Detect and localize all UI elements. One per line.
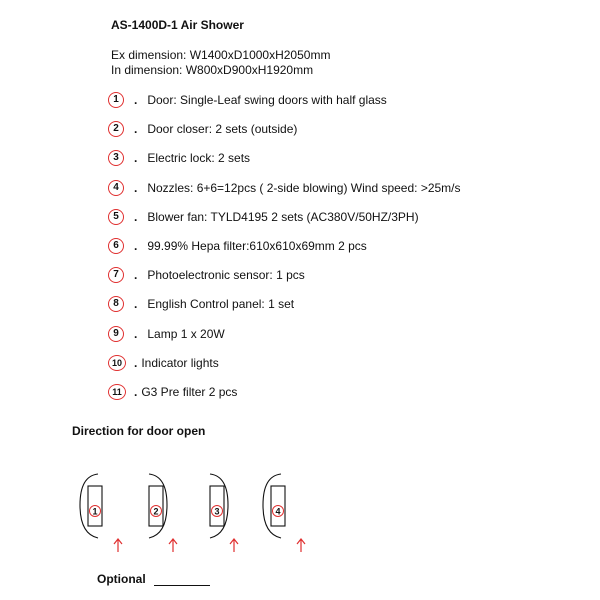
spec-number-circle: 6: [108, 238, 124, 254]
spec-dot: .: [134, 122, 138, 137]
spec-item: [108, 265, 305, 285]
door-diagram: [80, 474, 122, 552]
spec-number-circle: 3: [108, 150, 124, 166]
spec-dot: .: [134, 297, 138, 312]
spec-item: [108, 353, 219, 373]
door-diagram: [149, 474, 177, 552]
spec-item: [108, 148, 250, 168]
spec-text: Lamp 1 x 20W: [147, 326, 225, 341]
spec-dot: .: [134, 385, 138, 399]
spec-text: Nozzles: 6+6=12pcs ( 2-side blowing) Wind speed: >25m/s: [147, 180, 461, 195]
spec-number-circle: 4: [108, 180, 124, 196]
spec-number-circle: 10: [108, 355, 126, 371]
spec-item: [108, 324, 225, 344]
door-diagram: [263, 474, 305, 552]
spec-dot: .: [134, 268, 138, 283]
spec-number-circle: 8: [108, 296, 124, 312]
spec-number-circle: 9: [108, 326, 124, 342]
up-arrow-icon: [297, 539, 305, 552]
spec-item: [108, 90, 387, 110]
spec-dot: .: [134, 93, 138, 107]
spec-item: [108, 178, 461, 198]
up-arrow-icon: [114, 539, 122, 552]
door-number: 4: [275, 506, 281, 517]
spec-text: Photoelectronic sensor: 1 pcs: [147, 268, 305, 283]
spec-item: [108, 119, 297, 139]
spec-dot: .: [134, 180, 138, 195]
spec-text: English Control panel: 1 set: [147, 297, 295, 312]
optional-blank-line: [154, 585, 210, 586]
up-arrow-icon: [230, 539, 238, 552]
ex-dimension: Ex dimension: W1400xD1000xH2050mm: [111, 48, 331, 62]
spec-text: Blower fan: TYLD4195 2 sets (AC380V/50HZ/3PH): [147, 209, 419, 224]
spec-dot: .: [134, 355, 138, 370]
up-arrow-icon: [169, 539, 177, 552]
spec-text: Indicator lights: [141, 355, 219, 370]
door-direction-diagrams: [60, 460, 320, 560]
spec-item: [108, 236, 367, 256]
door-number: 3: [214, 506, 220, 517]
spec-dot: .: [134, 151, 138, 166]
optional-label: Optional: [97, 572, 146, 586]
spec-dot: .: [134, 209, 138, 224]
in-dimension: In dimension: W800xD900xH1920mm: [111, 63, 314, 77]
spec-dot: .: [134, 326, 138, 341]
spec-number-circle: 11: [108, 384, 126, 400]
spec-item: [108, 207, 419, 227]
spec-item: [108, 294, 294, 314]
spec-dot: .: [134, 239, 138, 253]
spec-number-circle: 2: [108, 121, 124, 137]
spec-number-circle: 5: [108, 209, 124, 225]
spec-number-circle: 7: [108, 267, 124, 283]
spec-text: Door closer: 2 sets (outside): [147, 122, 298, 137]
spec-text: 99.99% Hepa filter:610x610x69mm 2 pcs: [147, 239, 367, 253]
spec-text: Door: Single-Leaf swing doors with half glass: [147, 93, 387, 107]
document-title: AS-1400D-1 Air Shower: [111, 18, 244, 32]
direction-title: Direction for door open: [72, 424, 206, 438]
spec-text: G3 Pre filter 2 pcs: [141, 385, 238, 399]
spec-item: [108, 382, 237, 402]
door-number: 1: [92, 506, 98, 517]
door-diagram: [210, 474, 238, 552]
spec-number-circle: 1: [108, 92, 124, 108]
spec-text: Electric lock: 2 sets: [147, 151, 251, 166]
door-number: 2: [153, 506, 159, 517]
